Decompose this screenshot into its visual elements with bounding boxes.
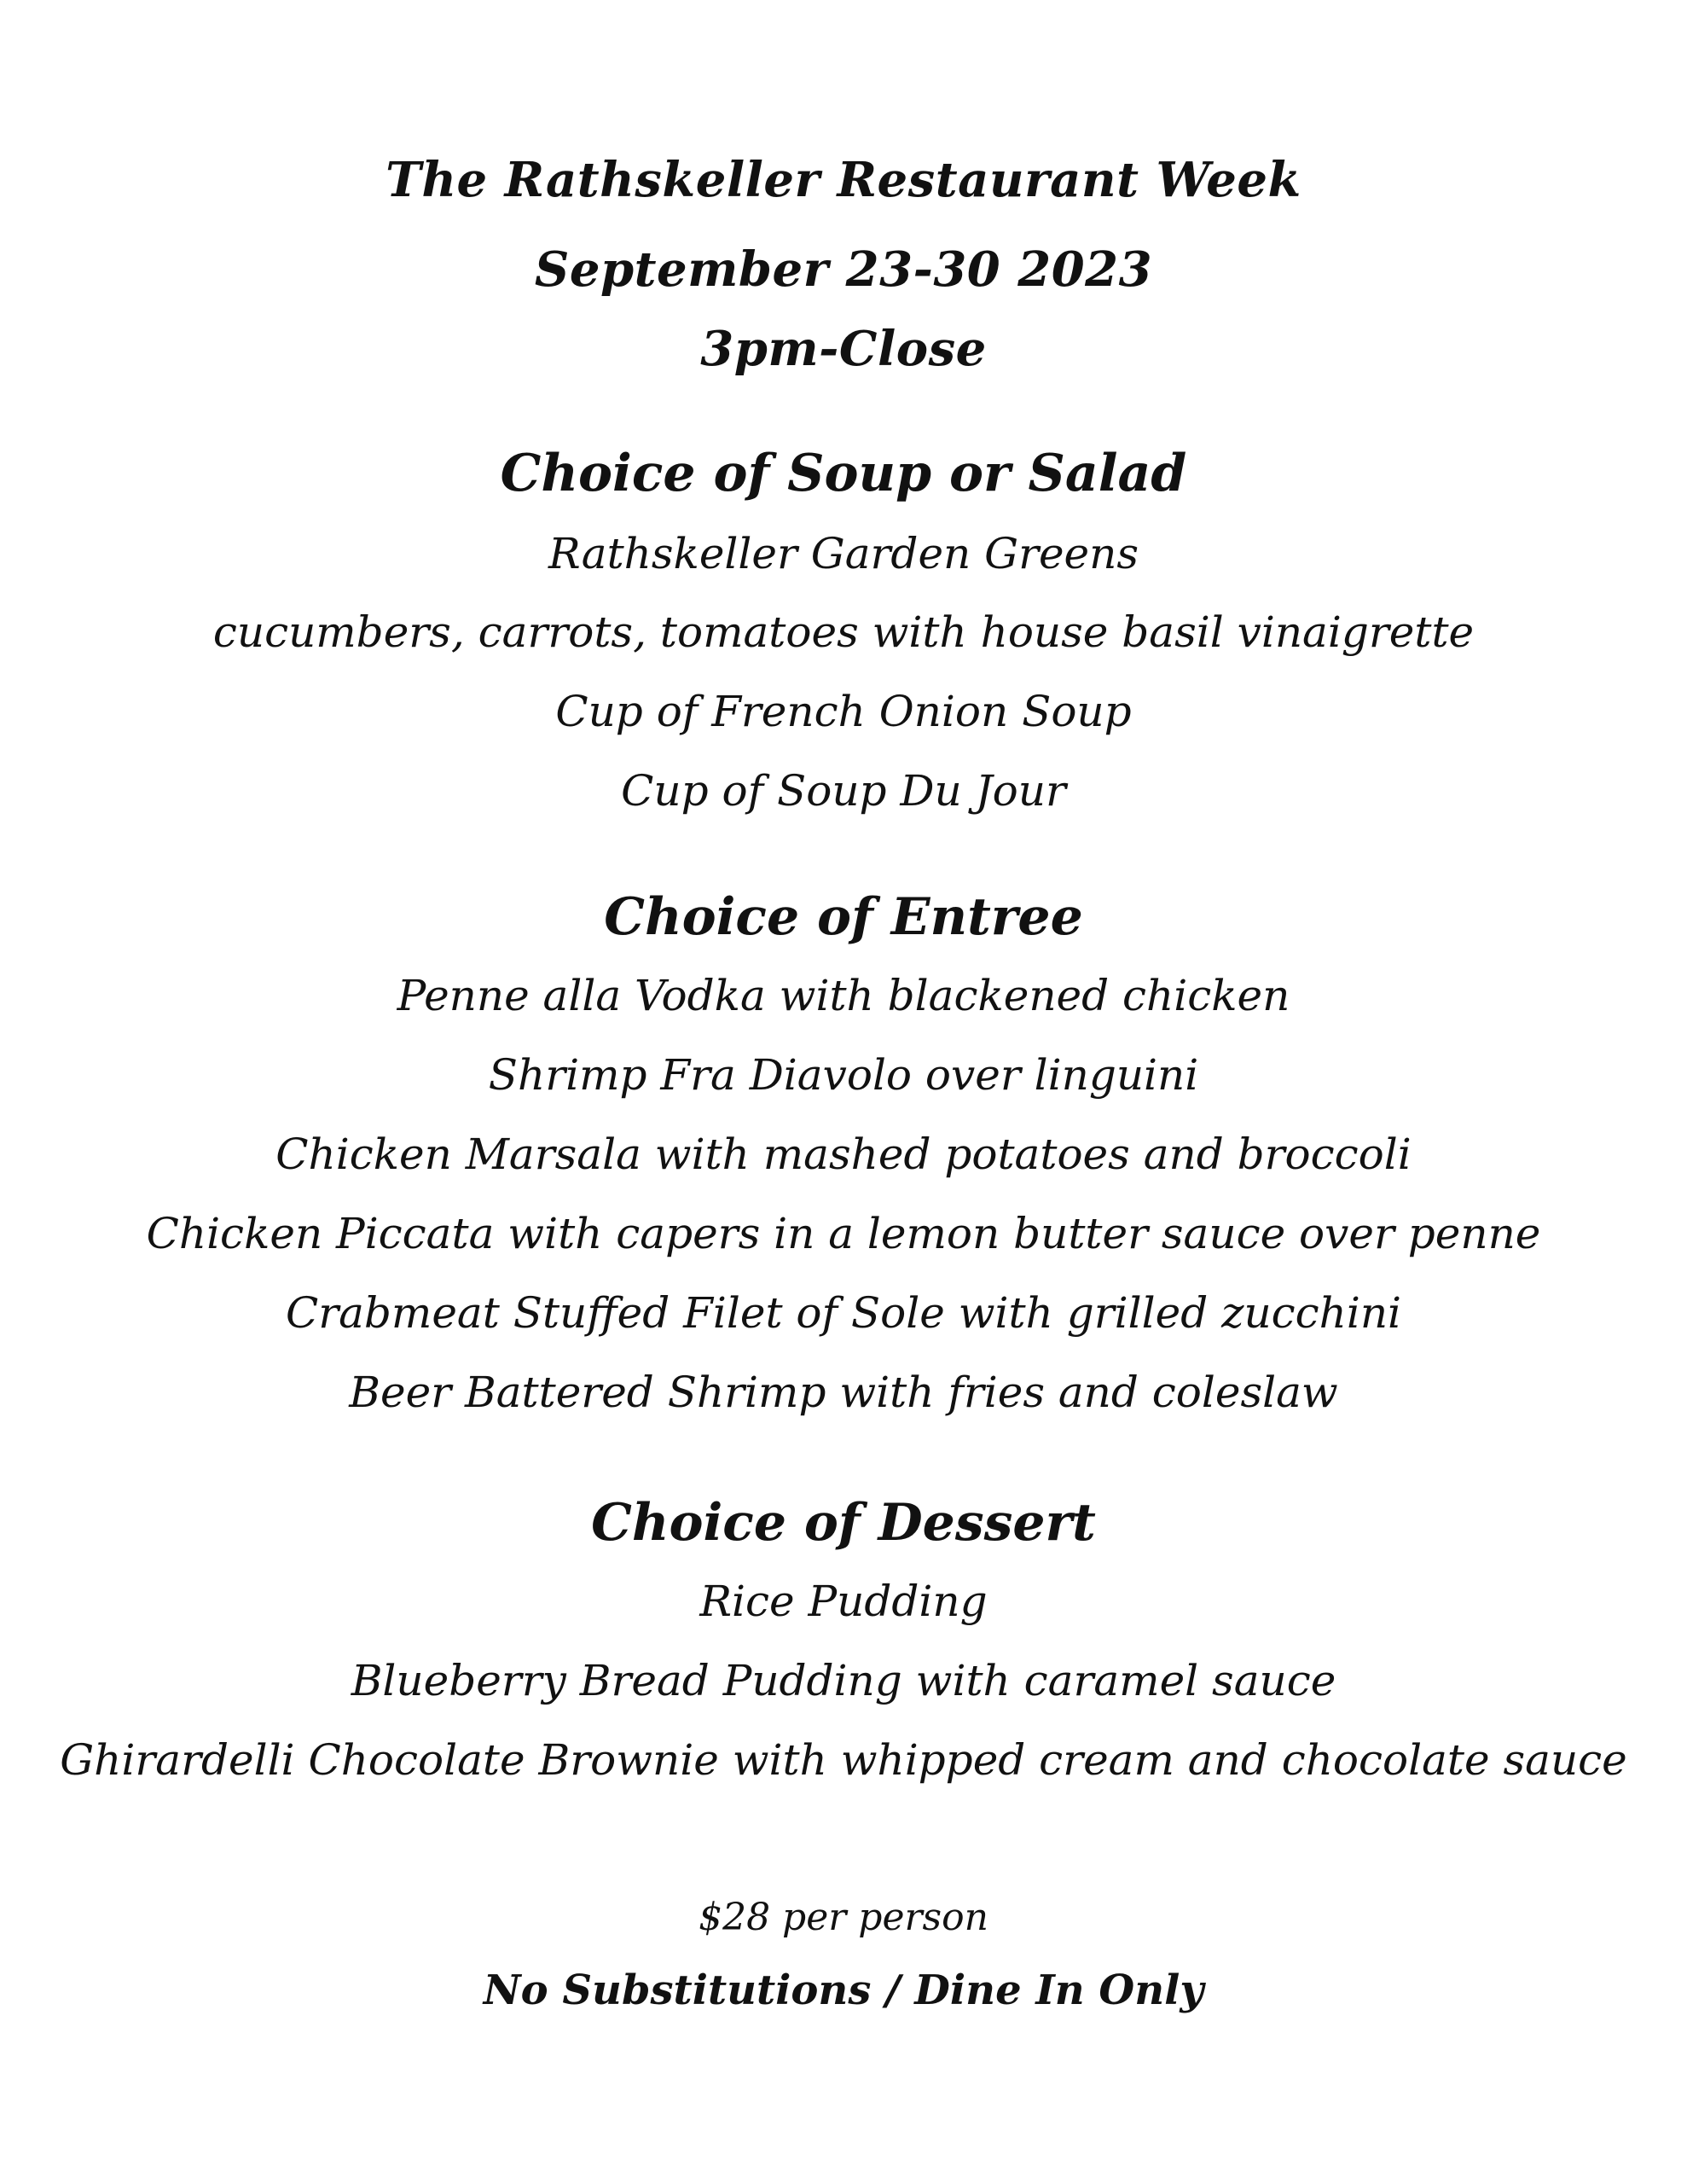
event-dates: September 23-30 2023 [534, 241, 1153, 298]
event-hours: 3pm-Close [700, 321, 987, 377]
menu-item: Cup of French Onion Soup [555, 687, 1132, 736]
menu-item: Blueberry Bread Pudding with caramel sauce [351, 1656, 1336, 1705]
menu-item: Crabmeat Stuffed Filet of Sole with grilled zucchini [285, 1288, 1402, 1338]
menu-item: Cup of Soup Du Jour [621, 766, 1066, 816]
menu-item: Penne alla Vodka with blackened chicken [397, 971, 1290, 1020]
menu-title: The Rathskeller Restaurant Week [386, 152, 1301, 208]
menu-item: Ghirardelli Chocolate Brownie with whipped cream and chocolate sauce [60, 1735, 1627, 1785]
menu-item: Chicken Marsala with mashed potatoes and broccoli [275, 1130, 1412, 1179]
menu-item: Beer Battered Shrimp with fries and coleslaw [349, 1368, 1338, 1417]
section-heading-dessert: Choice of Dessert [591, 1493, 1096, 1553]
section-heading-entree: Choice of Entree [604, 887, 1083, 947]
menu-item: Rathskeller Garden Greens [548, 529, 1139, 578]
menu-item: cucumbers, carrots, tomatoes with house basil vinaigrette [212, 607, 1475, 657]
menu-item: Rice Pudding [699, 1577, 988, 1626]
menu-item: Shrimp Fra Diavolo over linguini [488, 1050, 1199, 1100]
policy-note: No Substitutions / Dine In Only [483, 1966, 1204, 2014]
menu-item: Chicken Piccata with capers in a lemon butter sauce over penne [146, 1209, 1541, 1258]
price-text: $28 per person [699, 1896, 988, 1939]
section-heading-soup-salad: Choice of Soup or Salad [500, 444, 1187, 503]
